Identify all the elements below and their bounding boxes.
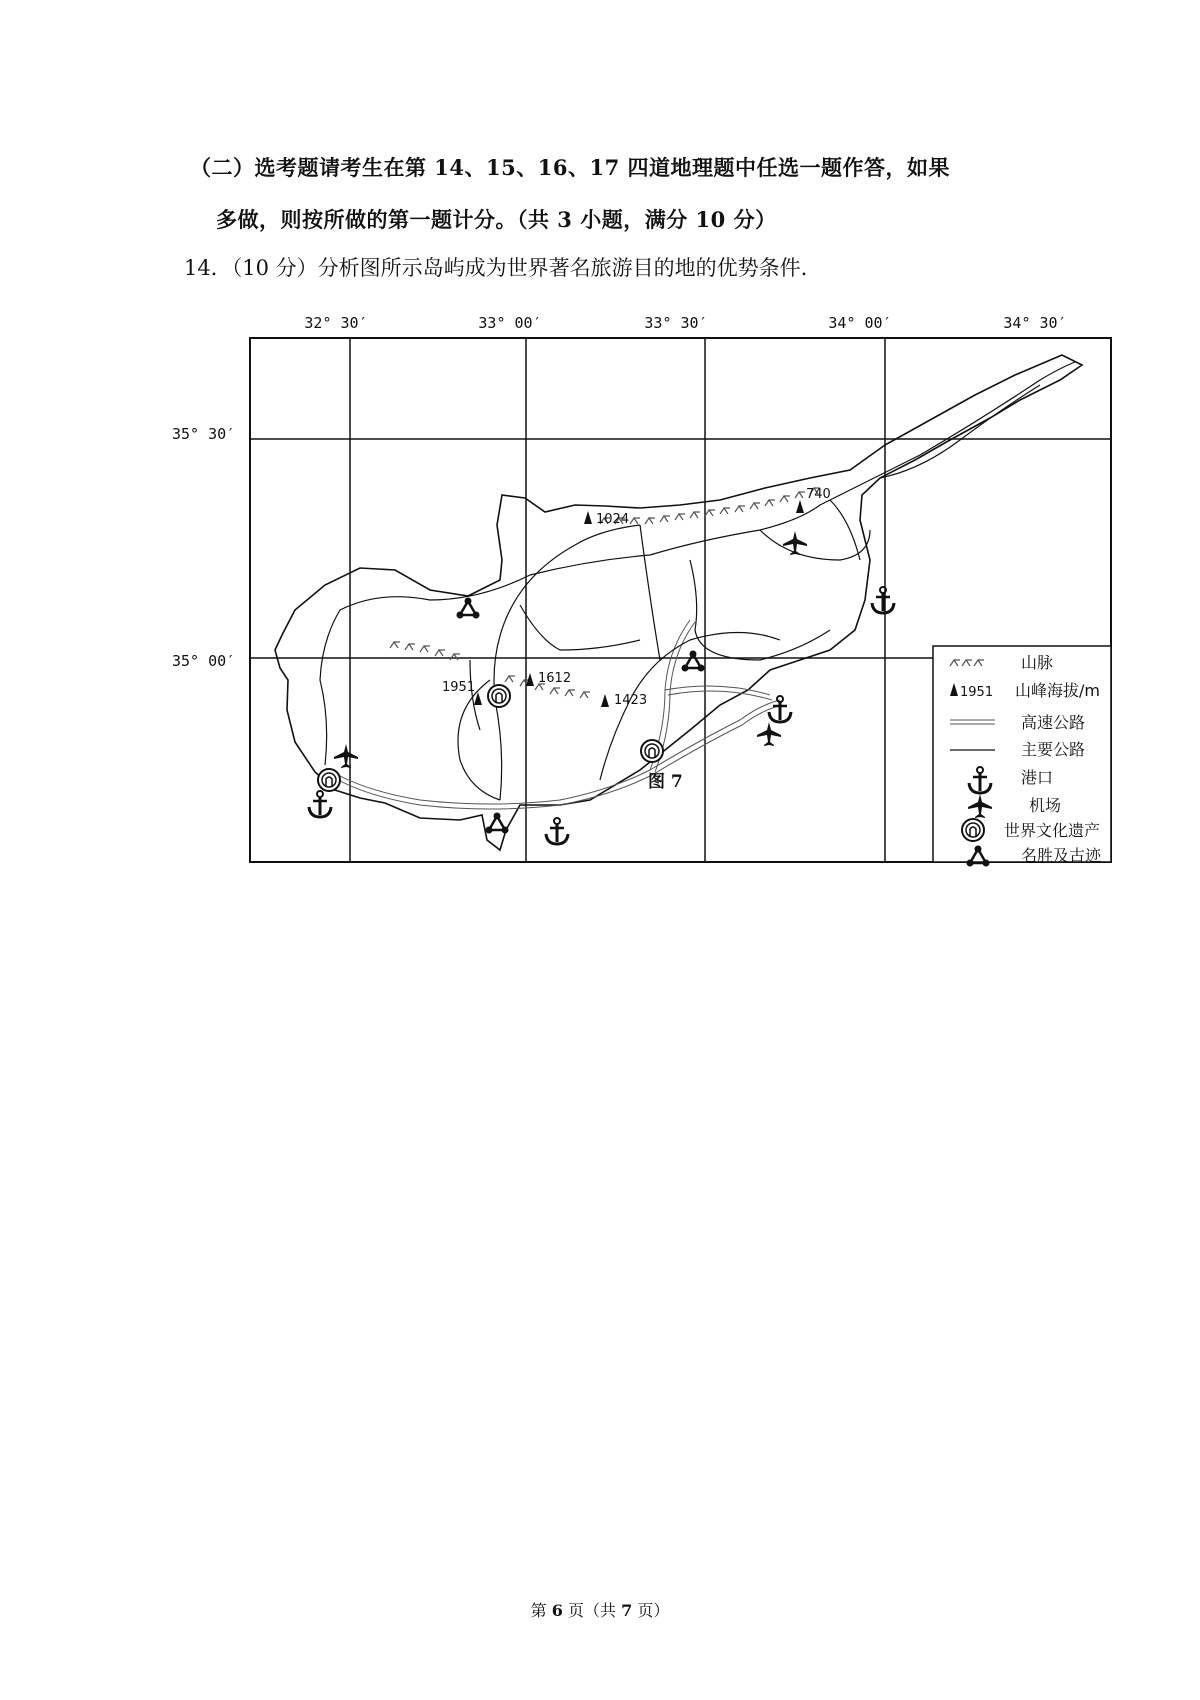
legend-peak-sample: 1951 xyxy=(960,685,994,700)
section-heading-line2: 多做，则按所做的第一题计分。（共 3 小题，满分 10 分） xyxy=(216,207,777,232)
footer-page-number: 6 xyxy=(551,1601,563,1620)
legend-heritage-icon xyxy=(962,819,984,841)
world-heritage-icon xyxy=(641,740,663,762)
port-icon xyxy=(546,818,568,844)
peak-elevation-label: 740 xyxy=(806,487,831,502)
longitude-label: 34° 30′ xyxy=(1003,314,1067,332)
scenic-site-icon xyxy=(682,651,705,672)
mountain-range-north xyxy=(600,488,820,524)
cyprus-map-figure xyxy=(0,300,1200,900)
legend-scenic: 名胜及古迹 xyxy=(1021,846,1102,865)
footer-total-pages: 7 xyxy=(621,1601,633,1620)
port-icon xyxy=(309,791,331,817)
longitude-label: 33° 00′ xyxy=(478,314,542,332)
peak-elevation-label: 1951 xyxy=(442,680,476,695)
footer-prefix: 第 xyxy=(530,1601,547,1620)
peak-marker xyxy=(584,511,592,524)
longitude-label: 34° 00′ xyxy=(828,314,892,332)
legend-airport: 机场 xyxy=(1029,796,1062,815)
world-heritage-icon xyxy=(488,685,510,707)
airport-icon xyxy=(783,531,807,555)
legend-heritage: 世界文化遗产 xyxy=(1004,821,1101,840)
expressway-network xyxy=(326,620,782,809)
longitude-label: 32° 30′ xyxy=(304,314,368,332)
peak-marker xyxy=(796,500,804,513)
latitude-label: 35° 00′ xyxy=(172,652,236,670)
legend-peak-elevation: 山峰海拔/m xyxy=(1015,681,1100,700)
section-heading-line1: （二）选考题请考生在第 14、15、16、17 四道地理题中任选一题作答，如果 xyxy=(190,155,951,180)
peak-marker xyxy=(601,694,609,707)
question-14-text: 14．（10 分）分析图所示岛屿成为世界著名旅游目的地的优势条件. xyxy=(184,256,808,280)
scenic-site-icon xyxy=(486,813,509,834)
airport-icon xyxy=(334,744,358,768)
legend-port: 港口 xyxy=(1021,768,1054,787)
peak-elevation-label: 1024 xyxy=(596,512,630,527)
peak-elevation-label: 1423 xyxy=(614,693,648,708)
port-icon xyxy=(872,587,894,613)
longitude-label: 33° 30′ xyxy=(644,314,708,332)
world-heritage-icon xyxy=(318,769,340,791)
scenic-site-icon xyxy=(457,598,480,619)
footer-suffix: 页） xyxy=(637,1601,670,1620)
peak-elevation-label: 1612 xyxy=(538,671,572,686)
footer-mid: 页（共 xyxy=(567,1601,616,1620)
airport-icon xyxy=(757,722,781,746)
legend-expressway: 高速公路 xyxy=(1021,713,1086,732)
legend-main-road: 主要公路 xyxy=(1021,740,1086,759)
map-legend xyxy=(933,646,1111,867)
port-icon xyxy=(769,696,791,722)
legend-mountains: 山脉 xyxy=(1021,653,1054,672)
figure-label: 图 7 xyxy=(648,772,683,792)
page-footer xyxy=(0,1598,1200,1621)
latitude-label: 35° 30′ xyxy=(172,425,236,443)
